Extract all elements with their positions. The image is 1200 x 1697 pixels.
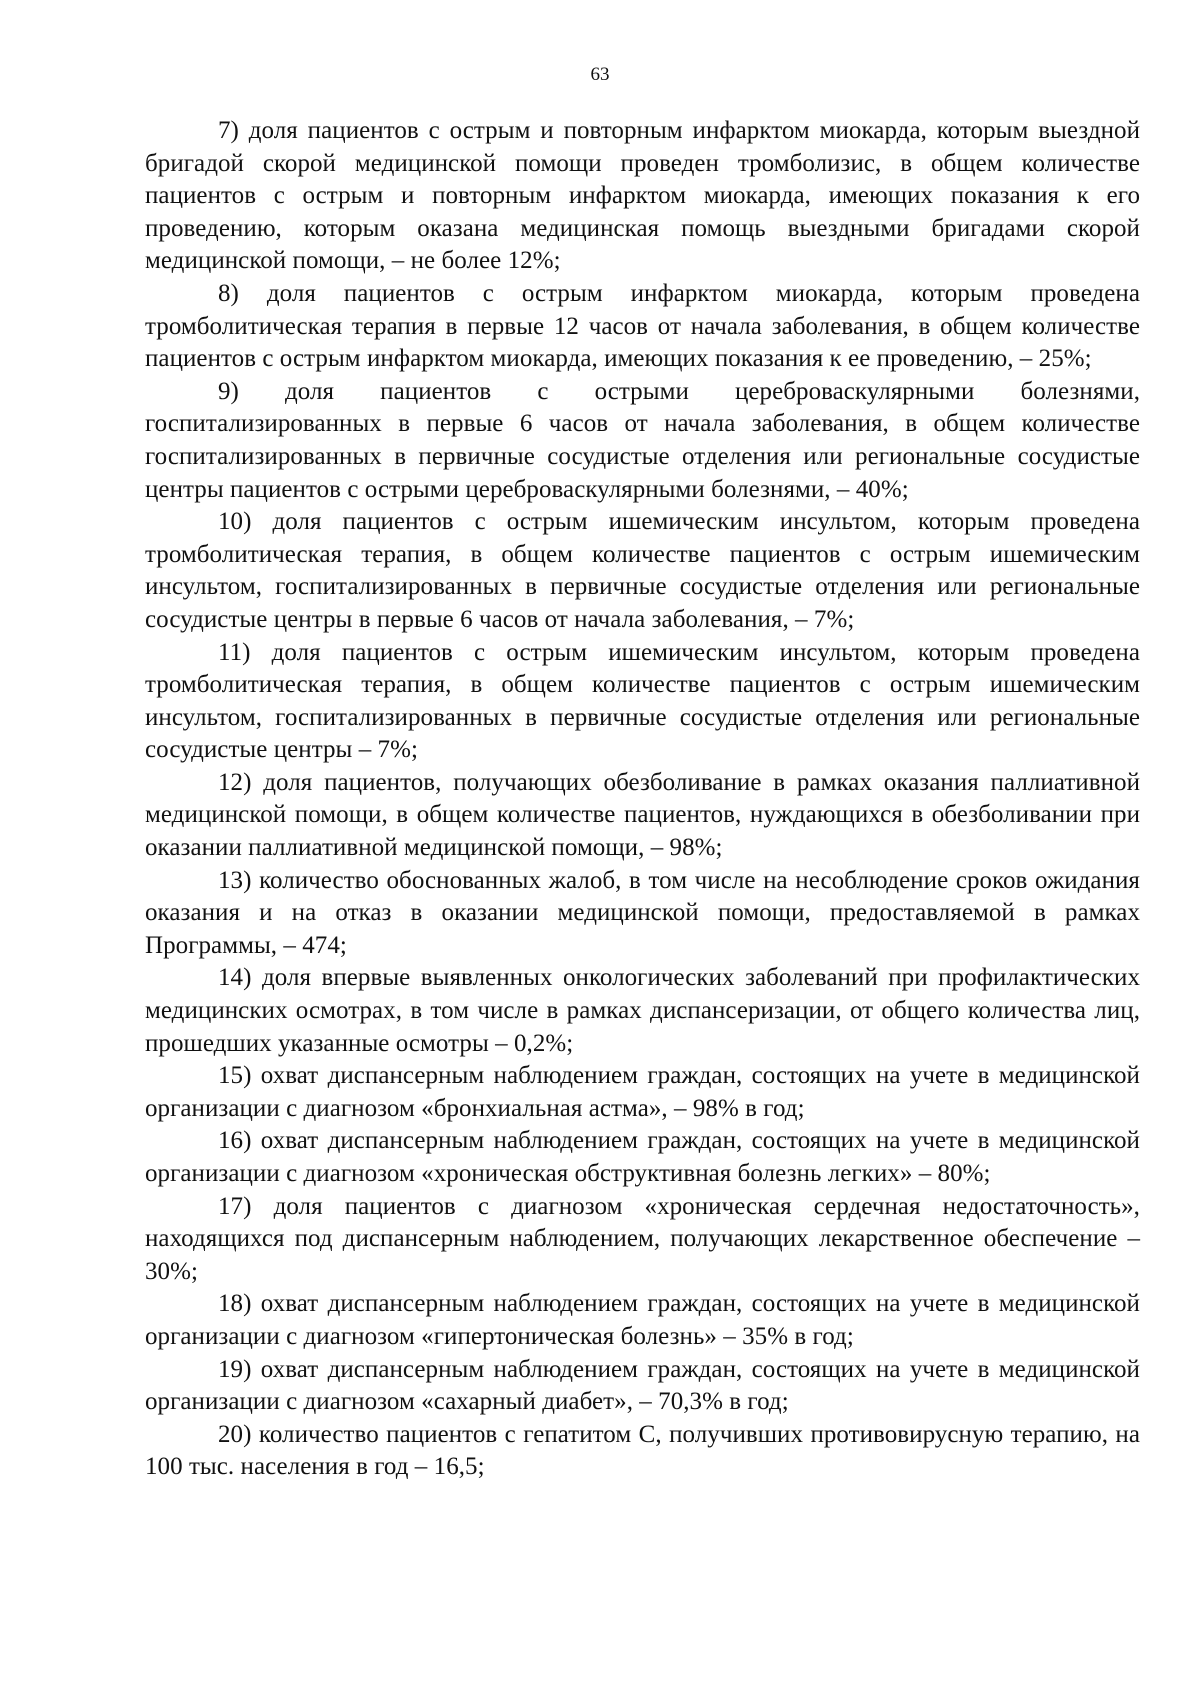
list-item: 15) охват диспансерным наблюдением граждан, состоящих на учете в медицинской организации с диагнозом «бронхиальная астма», – 98% в год; [145,1062,1140,1122]
list-item: 16) охват диспансерным наблюдением граждан, состоящих на учете в медицинской организации с диагнозом «хроническая обструктивная болезнь легких» – 80%; [145,1127,1140,1187]
document-body [145,115,1140,1484]
list-item: 12) доля пациентов, получающих обезболивание в рамках оказания паллиативной медицинской помощи, в общем количестве пациентов, нуждающихся в обезболивании при оказании паллиативной медицинской помощи, – 98%; [145,768,1140,862]
list-item: 19) охват диспансерным наблюдением граждан, состоящих на учете в медицинской организации с диагнозом «сахарный диабет», – 70,3% в год; [145,1355,1140,1416]
list-item: 9) доля пациентов с острыми цереброваскулярными болезнями, госпитализированных в первые 6 часов от начала заболевания, в общем количестве госпитализированных в первичные сосудистые отделения или региональные сосудистые центры пациентов с острыми цереброваскулярными болезнями, – 40%; [145,377,1140,503]
list-item: 11) доля пациентов с острым ишемическим инсультом, которым проведена тромболитическая терапия, в общем количестве пациентов с острым ишемическим инсультом, госпитализированных в первичные сосудистые отделения или региональные сосудистые центры – 7%; [145,638,1140,764]
list-item: 10) доля пациентов с острым ишемическим инсультом, которым проведена тромболитическая терапия, в общем количестве пациентов с острым ишемическим инсультом, госпитализированных в первичные сосудистые отделения или региональные сосудистые центры в первые 6 часов от начала заболевания, – 7%; [145,508,1140,633]
list-item: 7) доля пациентов с острым и повторным инфарктом миокарда, которым выездной бригадой скорой медицинской помощи проведен тромболизис, в общем количестве пациентов с острым и повторным инфарктом миокарда, имеющих показания к его проведению, которым оказана медицинская помощь выездными бригадами скорой медицинской помощи, – не более 12%; [145,117,1140,275]
list-item: 13) количество обоснованных жалоб, в том числе на несоблюдение сроков ожидания оказания и на отказ в оказании медицинской помощи, предоставляемой в рамках Программы, – 474; [145,866,1140,959]
list-item: 14) доля впервые выявленных онкологических заболеваний при профилактических медицинских осмотрах, в том числе в рамках диспансеризации, от общего количества лиц, прошедших указанные осмотры – 0,2%; [145,964,1140,1057]
list-item: 8) доля пациентов с острым инфарктом миокарда, которым проведена тромболитическая терапия в первые 12 часов от начала заболевания, в общем количестве пациентов с острым инфарктом миокарда, имеющих показания к ее проведению, – 25%; [145,279,1140,373]
list-item: 17) доля пациентов с диагнозом «хроническая сердечная недостаточность», находящихся под диспансерным наблюдением, получающих лекарственное обеспечение – 30%; [145,1192,1140,1285]
list-item: 18) охват диспансерным наблюдением граждан, состоящих на учете в медицинской организации с диагнозом «гипертоническая болезнь» – 35% в год; [145,1290,1140,1350]
page-number: 63 [590,64,610,85]
list-item: 20) количество пациентов с гепатитом С, получивших противовирусную терапию, на 100 тыс. населения в год – 16,5; [145,1420,1140,1481]
